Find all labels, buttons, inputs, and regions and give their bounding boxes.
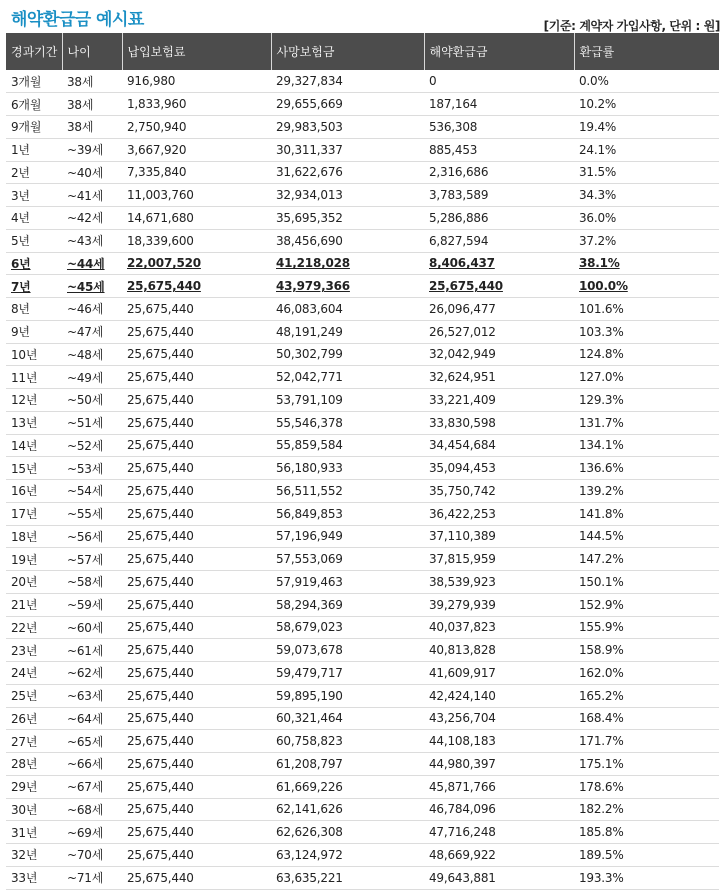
cell-period: 11년: [6, 366, 62, 389]
cell-death-benefit: 59,479,717: [271, 662, 424, 685]
table-row: [6, 275, 719, 298]
cell-refund-rate: 38.1%: [574, 252, 719, 275]
cell-paid-premium: 25,675,440: [122, 775, 271, 798]
cell-paid-premium: 25,675,440: [122, 821, 271, 844]
cell-age: ~70세: [62, 844, 122, 867]
cell-refund-rate: 147.2%: [574, 548, 719, 571]
cell-paid-premium: 14,671,680: [122, 207, 271, 230]
cell-paid-premium: 11,003,760: [122, 184, 271, 207]
cell-refund-rate: 101.6%: [574, 298, 719, 321]
cell-refund-rate: 127.0%: [574, 366, 719, 389]
cell-age: ~60세: [62, 616, 122, 639]
table-row: [6, 229, 719, 252]
cell-refund-rate: 100.0%: [574, 275, 719, 298]
cell-paid-premium: 25,675,440: [122, 548, 271, 571]
cell-refund-rate: 155.9%: [574, 616, 719, 639]
cell-refund-rate: 165.2%: [574, 684, 719, 707]
cell-refund-rate: 34.3%: [574, 184, 719, 207]
cell-refund-rate: 158.9%: [574, 639, 719, 662]
cell-age: ~64세: [62, 707, 122, 730]
cell-age: ~63세: [62, 684, 122, 707]
cell-death-benefit: 63,124,972: [271, 844, 424, 867]
table-row: [6, 593, 719, 616]
cell-refund-rate: 162.0%: [574, 662, 719, 685]
cell-age: ~58세: [62, 571, 122, 594]
cell-period: 10년: [6, 343, 62, 366]
cell-refund-rate: 0.0%: [574, 70, 719, 93]
cell-paid-premium: 25,675,440: [122, 844, 271, 867]
cell-death-benefit: 56,849,853: [271, 502, 424, 525]
table-row: [6, 366, 719, 389]
cell-period: 7년: [6, 275, 62, 298]
cell-death-benefit: 35,695,352: [271, 207, 424, 230]
cell-paid-premium: 25,675,440: [122, 707, 271, 730]
cell-surrender-value: 37,110,389: [424, 525, 574, 548]
cell-age: ~55세: [62, 502, 122, 525]
table-row: [6, 70, 719, 93]
table-row: [6, 707, 719, 730]
cell-age: ~59세: [62, 593, 122, 616]
table-row: [6, 389, 719, 412]
cell-refund-rate: 171.7%: [574, 730, 719, 753]
cell-age: ~65세: [62, 730, 122, 753]
cell-age: ~54세: [62, 480, 122, 503]
cell-surrender-value: 36,422,253: [424, 502, 574, 525]
cell-death-benefit: 41,218,028: [271, 252, 424, 275]
table-row: [6, 775, 719, 798]
cell-period: 29년: [6, 775, 62, 798]
cell-refund-rate: 152.9%: [574, 593, 719, 616]
cell-period: 30년: [6, 798, 62, 821]
cell-death-benefit: 61,669,226: [271, 775, 424, 798]
cell-paid-premium: 25,675,440: [122, 753, 271, 776]
table-row: [6, 138, 719, 161]
table-body: [6, 70, 719, 889]
cell-death-benefit: 60,758,823: [271, 730, 424, 753]
cell-death-benefit: 38,456,690: [271, 229, 424, 252]
cell-surrender-value: 39,279,939: [424, 593, 574, 616]
cell-surrender-value: 47,716,248: [424, 821, 574, 844]
cell-refund-rate: 150.1%: [574, 571, 719, 594]
cell-age: ~71세: [62, 866, 122, 889]
table-row: [6, 730, 719, 753]
cell-age: ~56세: [62, 525, 122, 548]
cell-age: ~47세: [62, 320, 122, 343]
cell-period: 14년: [6, 434, 62, 457]
cell-surrender-value: 536,308: [424, 116, 574, 139]
cell-surrender-value: 8,406,437: [424, 252, 574, 275]
table-row: [6, 207, 719, 230]
cell-period: 20년: [6, 571, 62, 594]
cell-paid-premium: 25,675,440: [122, 571, 271, 594]
cell-age: ~43세: [62, 229, 122, 252]
cell-surrender-value: 2,316,686: [424, 161, 574, 184]
table-row: [6, 411, 719, 434]
cell-refund-rate: 175.1%: [574, 753, 719, 776]
cell-surrender-value: 33,221,409: [424, 389, 574, 412]
cell-paid-premium: 25,675,440: [122, 593, 271, 616]
cell-death-benefit: 46,083,604: [271, 298, 424, 321]
cell-period: 19년: [6, 548, 62, 571]
cell-refund-rate: 24.1%: [574, 138, 719, 161]
cell-surrender-value: 37,815,959: [424, 548, 574, 571]
cell-period: 4년: [6, 207, 62, 230]
cell-refund-rate: 178.6%: [574, 775, 719, 798]
cell-surrender-value: 44,108,183: [424, 730, 574, 753]
cell-age: ~39세: [62, 138, 122, 161]
cell-age: ~41세: [62, 184, 122, 207]
cell-age: ~57세: [62, 548, 122, 571]
cell-death-benefit: 53,791,109: [271, 389, 424, 412]
cell-paid-premium: 25,675,440: [122, 616, 271, 639]
cell-period: 6개월: [6, 93, 62, 116]
table-row: [6, 480, 719, 503]
cell-death-benefit: 55,859,584: [271, 434, 424, 457]
cell-death-benefit: 59,895,190: [271, 684, 424, 707]
cell-paid-premium: 916,980: [122, 70, 271, 93]
cell-refund-rate: 103.3%: [574, 320, 719, 343]
cell-surrender-value: 40,037,823: [424, 616, 574, 639]
cell-refund-rate: 129.3%: [574, 389, 719, 412]
cell-period: 24년: [6, 662, 62, 685]
cell-paid-premium: 25,675,440: [122, 684, 271, 707]
table-row: [6, 116, 719, 139]
cell-refund-rate: 193.3%: [574, 866, 719, 889]
cell-refund-rate: 10.2%: [574, 93, 719, 116]
cell-refund-rate: 185.8%: [574, 821, 719, 844]
cell-surrender-value: 42,424,140: [424, 684, 574, 707]
cell-period: 21년: [6, 593, 62, 616]
cell-period: 3년: [6, 184, 62, 207]
table-row: [6, 866, 719, 889]
cell-surrender-value: 46,784,096: [424, 798, 574, 821]
cell-surrender-value: 41,609,917: [424, 662, 574, 685]
cell-age: 38세: [62, 93, 122, 116]
cell-period: 3개월: [6, 70, 62, 93]
cell-paid-premium: 25,675,440: [122, 502, 271, 525]
cell-paid-premium: 25,675,440: [122, 866, 271, 889]
cell-period: 1년: [6, 138, 62, 161]
cell-paid-premium: 25,675,440: [122, 525, 271, 548]
cell-death-benefit: 30,311,337: [271, 138, 424, 161]
cell-surrender-value: 44,980,397: [424, 753, 574, 776]
cell-refund-rate: 131.7%: [574, 411, 719, 434]
cell-death-benefit: 50,302,799: [271, 343, 424, 366]
cell-death-benefit: 58,679,023: [271, 616, 424, 639]
cell-period: 9년: [6, 320, 62, 343]
cell-surrender-value: 26,527,012: [424, 320, 574, 343]
cell-surrender-value: 38,539,923: [424, 571, 574, 594]
cell-age: ~67세: [62, 775, 122, 798]
cell-surrender-value: 3,783,589: [424, 184, 574, 207]
cell-surrender-value: 187,164: [424, 93, 574, 116]
cell-death-benefit: 43,979,366: [271, 275, 424, 298]
cell-age: ~50세: [62, 389, 122, 412]
cell-refund-rate: 134.1%: [574, 434, 719, 457]
table-row: [6, 684, 719, 707]
cell-surrender-value: 32,042,949: [424, 343, 574, 366]
table-row: [6, 798, 719, 821]
basis-note: [기준: 계약자 가입사항, 단위 : 원]: [543, 19, 720, 33]
cell-paid-premium: 25,675,440: [122, 298, 271, 321]
table-row: [6, 184, 719, 207]
cell-paid-premium: 25,675,440: [122, 639, 271, 662]
cell-death-benefit: 61,208,797: [271, 753, 424, 776]
header-refund-rate: 환급률: [574, 33, 719, 70]
table-row: [6, 502, 719, 525]
cell-refund-rate: 31.5%: [574, 161, 719, 184]
cell-surrender-value: 33,830,598: [424, 411, 574, 434]
header-row: [6, 33, 719, 70]
cell-death-benefit: 62,626,308: [271, 821, 424, 844]
cell-surrender-value: 34,454,684: [424, 434, 574, 457]
cell-age: ~46세: [62, 298, 122, 321]
cell-death-benefit: 52,042,771: [271, 366, 424, 389]
table-row: [6, 161, 719, 184]
cell-surrender-value: 40,813,828: [424, 639, 574, 662]
cell-surrender-value: 45,871,766: [424, 775, 574, 798]
cell-death-benefit: 58,294,369: [271, 593, 424, 616]
cell-surrender-value: 35,094,453: [424, 457, 574, 480]
cell-period: 31년: [6, 821, 62, 844]
cell-paid-premium: 25,675,440: [122, 480, 271, 503]
cell-period: 26년: [6, 707, 62, 730]
cell-age: ~51세: [62, 411, 122, 434]
cell-death-benefit: 55,546,378: [271, 411, 424, 434]
table-row: [6, 844, 719, 867]
table-row: [6, 525, 719, 548]
cell-refund-rate: 182.2%: [574, 798, 719, 821]
cell-refund-rate: 189.5%: [574, 844, 719, 867]
header-paid-premium: 납입보험료: [122, 33, 271, 70]
cell-refund-rate: 36.0%: [574, 207, 719, 230]
cell-age: ~68세: [62, 798, 122, 821]
cell-surrender-value: 49,643,881: [424, 866, 574, 889]
cell-paid-premium: 7,335,840: [122, 161, 271, 184]
cell-refund-rate: 124.8%: [574, 343, 719, 366]
cell-paid-premium: 25,675,440: [122, 730, 271, 753]
cell-surrender-value: 26,096,477: [424, 298, 574, 321]
header-death-benefit: 사망보험금: [271, 33, 424, 70]
table-row: [6, 821, 719, 844]
cell-death-benefit: 31,622,676: [271, 161, 424, 184]
cell-age: ~42세: [62, 207, 122, 230]
cell-death-benefit: 32,934,013: [271, 184, 424, 207]
cell-paid-premium: 25,675,440: [122, 798, 271, 821]
table-row: [6, 548, 719, 571]
cell-paid-premium: 2,750,940: [122, 116, 271, 139]
table-row: [6, 320, 719, 343]
cell-paid-premium: 25,675,440: [122, 275, 271, 298]
cell-age: 38세: [62, 116, 122, 139]
cell-refund-rate: 144.5%: [574, 525, 719, 548]
cell-refund-rate: 136.6%: [574, 457, 719, 480]
cell-death-benefit: 48,191,249: [271, 320, 424, 343]
cell-age: ~49세: [62, 366, 122, 389]
table-row: [6, 434, 719, 457]
cell-paid-premium: 25,675,440: [122, 411, 271, 434]
cell-period: 5년: [6, 229, 62, 252]
cell-death-benefit: 62,141,626: [271, 798, 424, 821]
cell-age: ~62세: [62, 662, 122, 685]
cell-age: 38세: [62, 70, 122, 93]
cell-surrender-value: 43,256,704: [424, 707, 574, 730]
cell-period: 15년: [6, 457, 62, 480]
cell-period: 12년: [6, 389, 62, 412]
table-header: [6, 33, 719, 70]
cell-death-benefit: 59,073,678: [271, 639, 424, 662]
cell-age: ~69세: [62, 821, 122, 844]
cell-period: 17년: [6, 502, 62, 525]
cell-paid-premium: 3,667,920: [122, 138, 271, 161]
cell-age: ~48세: [62, 343, 122, 366]
cell-paid-premium: 25,675,440: [122, 343, 271, 366]
cell-age: ~61세: [62, 639, 122, 662]
table-row: [6, 639, 719, 662]
cell-period: 16년: [6, 480, 62, 503]
cell-paid-premium: 1,833,960: [122, 93, 271, 116]
cell-death-benefit: 57,196,949: [271, 525, 424, 548]
cell-surrender-value: 32,624,951: [424, 366, 574, 389]
table-row: [6, 298, 719, 321]
cell-death-benefit: 29,655,669: [271, 93, 424, 116]
cell-paid-premium: 25,675,440: [122, 366, 271, 389]
cell-period: 28년: [6, 753, 62, 776]
cell-surrender-value: 5,286,886: [424, 207, 574, 230]
cell-death-benefit: 57,553,069: [271, 548, 424, 571]
cell-age: ~53세: [62, 457, 122, 480]
cell-death-benefit: 29,327,834: [271, 70, 424, 93]
cell-paid-premium: 25,675,440: [122, 457, 271, 480]
cell-refund-rate: 139.2%: [574, 480, 719, 503]
table-row: [6, 343, 719, 366]
cell-period: 27년: [6, 730, 62, 753]
cell-surrender-value: 6,827,594: [424, 229, 574, 252]
cell-age: ~66세: [62, 753, 122, 776]
cell-period: 13년: [6, 411, 62, 434]
cell-period: 8년: [6, 298, 62, 321]
table-row: [6, 252, 719, 275]
cell-death-benefit: 63,635,221: [271, 866, 424, 889]
cell-surrender-value: 25,675,440: [424, 275, 574, 298]
table-row: [6, 571, 719, 594]
cell-death-benefit: 60,321,464: [271, 707, 424, 730]
table-row: [6, 457, 719, 480]
table-row: [6, 616, 719, 639]
cell-age: ~40세: [62, 161, 122, 184]
cell-age: ~44세: [62, 252, 122, 275]
table-row: [6, 93, 719, 116]
header-age: 나이: [62, 33, 122, 70]
cell-period: 2년: [6, 161, 62, 184]
cell-refund-rate: 19.4%: [574, 116, 719, 139]
cell-paid-premium: 18,339,600: [122, 229, 271, 252]
cell-death-benefit: 56,180,933: [271, 457, 424, 480]
cell-period: 18년: [6, 525, 62, 548]
cell-period: 23년: [6, 639, 62, 662]
header-surrender-value: 해약환급금: [424, 33, 574, 70]
cell-death-benefit: 56,511,552: [271, 480, 424, 503]
header-period: 경과기간: [6, 33, 62, 70]
cell-paid-premium: 22,007,520: [122, 252, 271, 275]
cell-paid-premium: 25,675,440: [122, 320, 271, 343]
cell-period: 32년: [6, 844, 62, 867]
table-row: [6, 662, 719, 685]
cell-death-benefit: 57,919,463: [271, 571, 424, 594]
cell-period: 25년: [6, 684, 62, 707]
cell-period: 9개월: [6, 116, 62, 139]
cell-age: ~52세: [62, 434, 122, 457]
cell-paid-premium: 25,675,440: [122, 434, 271, 457]
refund-table: [6, 33, 719, 890]
cell-surrender-value: 35,750,742: [424, 480, 574, 503]
cell-refund-rate: 141.8%: [574, 502, 719, 525]
table-row: [6, 753, 719, 776]
cell-paid-premium: 25,675,440: [122, 662, 271, 685]
cell-period: 33년: [6, 866, 62, 889]
cell-period: 22년: [6, 616, 62, 639]
cell-age: ~45세: [62, 275, 122, 298]
cell-paid-premium: 25,675,440: [122, 389, 271, 412]
cell-surrender-value: 885,453: [424, 138, 574, 161]
cell-surrender-value: 0: [424, 70, 574, 93]
cell-period: 6년: [6, 252, 62, 275]
cell-refund-rate: 168.4%: [574, 707, 719, 730]
cell-death-benefit: 29,983,503: [271, 116, 424, 139]
cell-refund-rate: 37.2%: [574, 229, 719, 252]
page-title: 해약환급금 예시표: [11, 10, 144, 30]
cell-surrender-value: 48,669,922: [424, 844, 574, 867]
